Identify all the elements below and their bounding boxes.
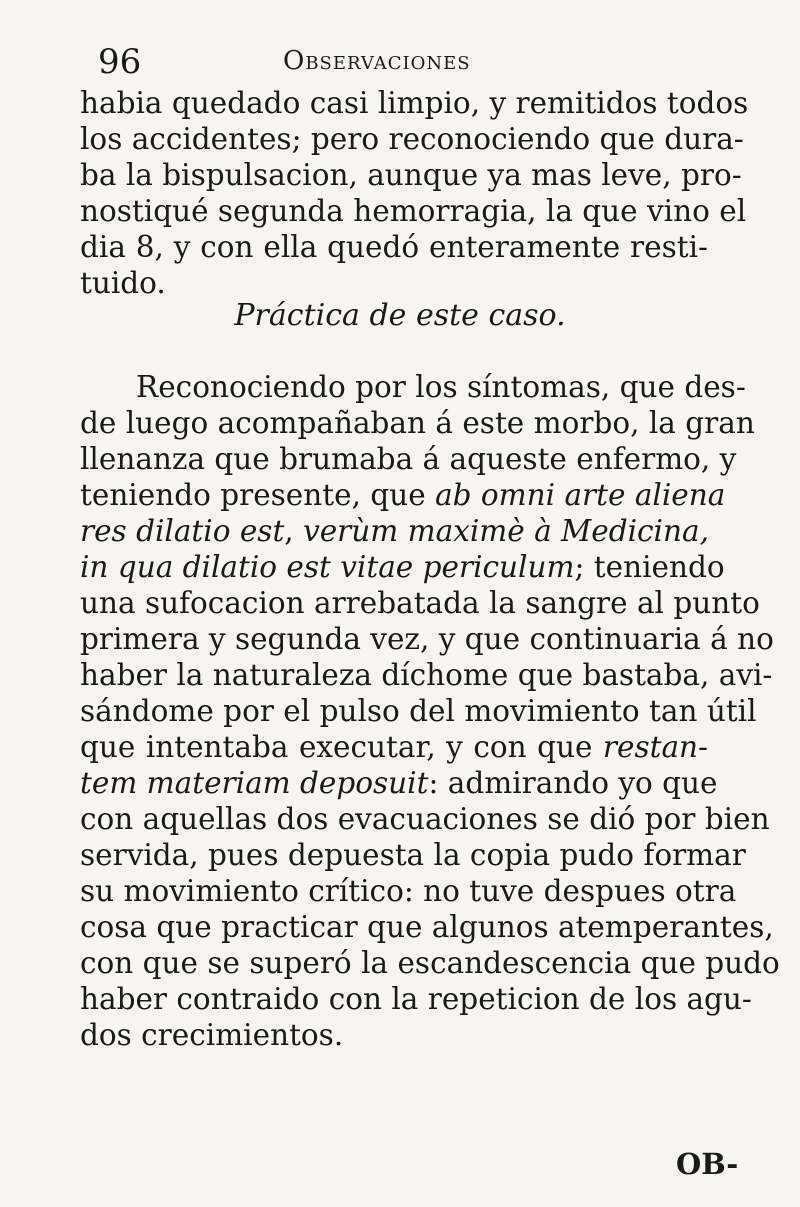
text-line: Reconociendo por los síntomas, que des- bbox=[136, 370, 746, 404]
catchword: OB- bbox=[676, 1147, 739, 1181]
text-line bbox=[80, 478, 726, 512]
latin-quote: in qua dilatio est vitae periculum bbox=[80, 550, 575, 584]
text-run: : admirando yo que bbox=[428, 766, 718, 800]
text-line bbox=[80, 730, 708, 764]
text-run: ; teniendo bbox=[574, 550, 725, 584]
latin-quote: ab omni arte aliena bbox=[435, 478, 726, 512]
text-line: tuido. bbox=[80, 266, 166, 300]
text-line: servida, pues depuesta la copia pudo formar bbox=[80, 838, 746, 872]
text-line: con que se superó la escandescencia que pudo bbox=[80, 946, 780, 980]
text-run: que intentaba executar, y con que bbox=[80, 730, 603, 764]
running-head: Observaciones bbox=[283, 46, 471, 76]
text-line: primera y segunda vez, y que continuaria á no bbox=[80, 622, 774, 656]
text-line: su movimiento crítico: no tuve despues otra bbox=[80, 874, 737, 908]
text-line: de luego acompañaban á este morbo, la gran bbox=[80, 406, 755, 440]
section-heading: Práctica de este caso. bbox=[234, 298, 566, 333]
text-line: dia 8, y con ella quedó enteramente resti- bbox=[80, 230, 708, 264]
text-line: ba la bispulsacion, aunque ya mas leve, pro- bbox=[80, 158, 742, 192]
text-line: los accidentes; pero reconociendo que dura- bbox=[80, 122, 744, 156]
latin-quote: verùm maximè à Medicina, bbox=[303, 514, 709, 548]
text-run: , bbox=[284, 514, 304, 548]
latin-quote: tem materiam deposuit bbox=[80, 766, 429, 800]
text-line: habia quedado casi limpio, y remitidos todos bbox=[80, 86, 749, 120]
text-line: cosa que practicar que algunos atemperantes, bbox=[80, 910, 774, 944]
text-line bbox=[80, 514, 708, 548]
text-line: haber contraido con la repeticion de los agu- bbox=[80, 982, 752, 1016]
text-line bbox=[80, 550, 725, 584]
text-line: sándome por el pulso del movimiento tan útil bbox=[80, 694, 757, 728]
text-line: llenanza que brumaba á aqueste enfermo, y bbox=[80, 442, 737, 476]
text-run: teniendo presente, que bbox=[80, 478, 436, 512]
text-line: dos crecimientos. bbox=[80, 1018, 344, 1052]
text-line: una sufocacion arrebatada la sangre al punto bbox=[80, 586, 760, 620]
page-number: 96 bbox=[98, 42, 142, 82]
text-line: con aquellas dos evacuaciones se dió por bien bbox=[80, 802, 770, 836]
latin-quote: res dilatio est bbox=[80, 514, 285, 548]
page-header bbox=[0, 38, 800, 88]
text-line: nostiqué segunda hemorragia, la que vino el bbox=[80, 194, 747, 228]
text-line bbox=[80, 766, 718, 800]
text-line: haber la naturaleza díchome que bastaba, avi- bbox=[80, 658, 773, 692]
latin-quote: restan- bbox=[602, 730, 708, 764]
